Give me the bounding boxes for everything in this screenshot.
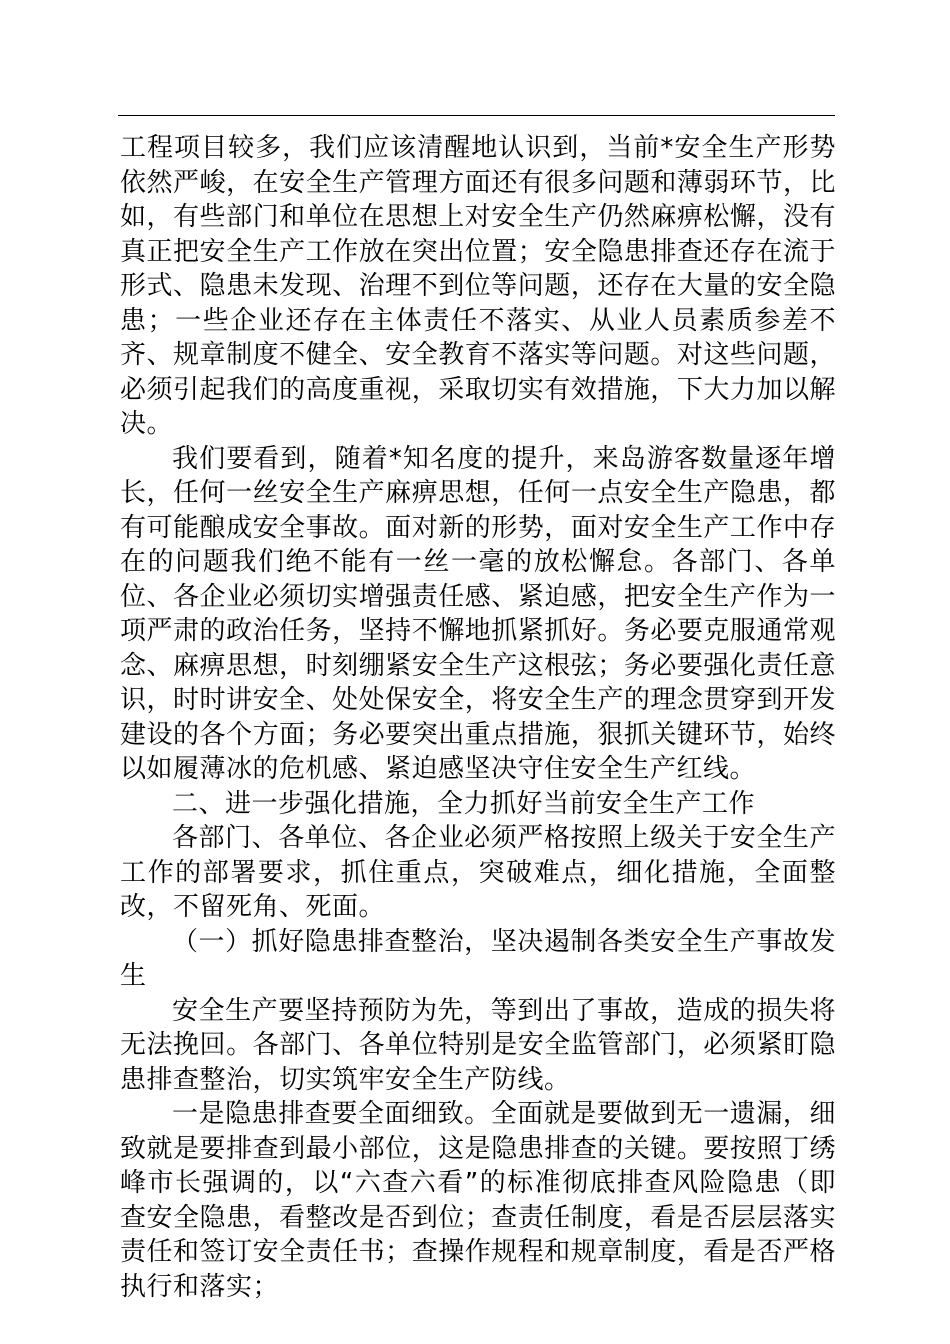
subsection-heading: （一）抓好隐患排查整治，坚决遏制各类安全生产事故发生 [120,926,836,991]
paragraph: 一是隐患排查要全面细致。全面就是要做到无一遗漏，细致就是要排查到最小部位，这是隐患排查的关键。要按照丁绣峰市长强调的，以“六查六看”的标准彻底排查风险隐患（即查安全隐患，看整改是否到位；查责任制度，看是否层层落实责任和签订安全责任书；查操作规程和规章制度，看是否严格执行和落实； [120,1099,836,1302]
section-heading: 二、进一步强化措施，全力抓好当前安全生产工作 [172,788,756,819]
document-body [120,131,836,1304]
paragraph-continuation: 工程项目较多，我们应该清醒地认识到，当前*安全生产形势依然严峻，在安全生产管理方面还有很多问题和薄弱环节，比如，有些部门和单位在思想上对安全生产仍然麻痹松懈，没有真正把安全生产工作放在突出位置；安全隐患排查还存在流于形式、隐患未发现、治理不到位等问题，还存在大量的安全隐患；一些企业还存在主体责任不落实、从业人员素质参差不齐、规章制度不健全、安全教育不落实等问题。对这些问题，必须引起我们的高度重视，采取切实有效措施，下大力加以解决。 [120,133,836,439]
header-rule [118,115,835,116]
paragraph: 安全生产要坚持预防为先，等到出了事故，造成的损失将无法挽回。各部门、各单位特别是安全监管部门，必须紧盯隐患排查整治，切实筑牢安全生产防线。 [120,995,836,1095]
paragraph: 各部门、各单位、各企业必须严格按照上级关于安全生产工作的部署要求，抓住重点，突破难点，细化措施，全面整改，不留死角、死面。 [120,823,836,922]
paragraph: 我们要看到，随着*知名度的提升，来岛游客数量逐年增长，任何一丝安全生产麻痹思想，任何一点安全生产隐患，都有可能酿成安全事故。面对新的形势，面对安全生产工作中存在的问题我们绝不能有一丝一毫的放松懈怠。各部门、各单位、各企业必须切实增强责任感、紧迫感，把安全生产作为一项严肃的政治任务，坚持不懈地抓紧抓好。务必要克服通常观念、麻痹思想，时刻绷紧安全生产这根弦；务必要强化责任意识，时时讲安全、处处保安全，将安全生产的理念贯穿到开发建设的各个方面；务必要突出重点措施，狠抓关键环节，始终以如履薄冰的危机感、紧迫感坚决守住安全生产红线。 [120,443,836,784]
